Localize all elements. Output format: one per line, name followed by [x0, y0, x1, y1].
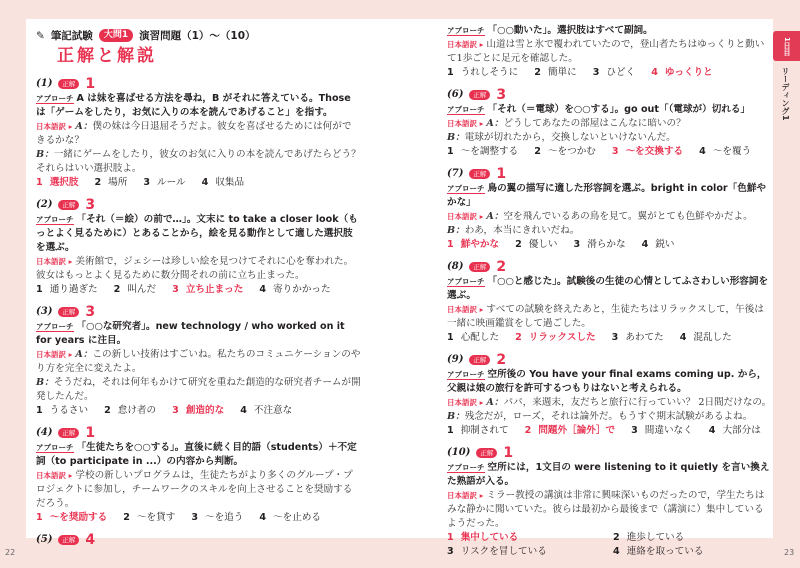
choice-item	[447, 531, 597, 545]
question-block	[36, 304, 361, 418]
page-number-left: 22	[5, 548, 16, 557]
translation-label: 日本語訳 ▸	[447, 40, 484, 49]
choice-item	[612, 331, 664, 345]
question-block-continued	[447, 24, 772, 80]
translation-line	[447, 303, 772, 331]
choice-number: 2	[534, 146, 541, 157]
translation-line	[447, 410, 772, 424]
question-block	[36, 197, 361, 297]
question-number: (2)	[36, 199, 53, 210]
section-tab-label: リーディング1	[781, 67, 790, 121]
approach-label: アプローチ	[36, 94, 74, 103]
translation-line	[447, 117, 772, 131]
answer-badge: 正解	[469, 355, 490, 365]
translation-text: 学校の新しいプログラムは，生徒たちがより多くのグループ・プロジェクトに参加し，チームワークのスキルを向上させることを奨励するだろう。	[36, 470, 353, 509]
question-header	[447, 445, 772, 461]
choice-list	[36, 404, 361, 418]
translation-text: どうしてあなたの部屋はこんなに暗いの？	[503, 118, 686, 129]
speaker-label: B：	[447, 411, 465, 422]
choice-item	[447, 545, 597, 559]
right-page-column	[447, 24, 772, 559]
translation-text: ミラー教授の講演は非常に興味深いものだったので，学生たちはみな静かに聞いていた。彼らは最初から最後まで（講演に）集中しているようだった。	[447, 490, 765, 529]
choice-item	[36, 176, 78, 190]
choice-number: 2	[613, 532, 620, 543]
answer-badge: 正解	[58, 79, 79, 89]
choice-item	[525, 424, 615, 438]
speaker-label: A：	[75, 349, 93, 360]
left-page-column	[36, 76, 371, 548]
choice-item	[123, 511, 175, 525]
choice-item	[515, 238, 557, 252]
choice-number: 3	[172, 284, 179, 295]
choice-item	[651, 66, 713, 80]
question-number: (3)	[36, 306, 53, 317]
question-header	[36, 197, 361, 213]
choice-text: 優しい	[528, 239, 558, 250]
choice-number: 4	[708, 425, 716, 436]
answer-badge: 正解	[58, 307, 79, 317]
translation-label: 日本語訳 ▸	[36, 350, 73, 359]
approach-row	[447, 368, 772, 396]
choice-number: 3	[143, 177, 151, 188]
choice-text: 心配した	[460, 332, 500, 343]
choice-text: ～を奨励する	[49, 512, 108, 523]
section-badge: 大問1	[99, 29, 133, 42]
choice-number: 1	[447, 332, 454, 343]
approach-text: 「○○と感じた」。試験後の生徒の心情としてふさわしい形容詞を選ぶ。	[447, 276, 769, 301]
choice-number: 3	[573, 239, 581, 250]
choice-list	[447, 331, 772, 345]
choice-text: 通り過ぎた	[49, 284, 98, 295]
choice-text: ひどく	[606, 67, 636, 78]
choice-list	[36, 283, 361, 297]
choice-number: 2	[515, 239, 522, 250]
choice-item	[709, 424, 761, 438]
choice-text: あわてた	[625, 332, 664, 343]
translation-text: すべての試験を終えたあと，生徒たちはリラックスして，午後は一緒に映画鑑賞をして過ごした。	[447, 304, 764, 329]
choice-list	[447, 238, 772, 252]
choice-number: 2	[113, 284, 121, 295]
choice-item	[447, 331, 499, 345]
translation-line	[447, 210, 772, 224]
approach-label: アプローチ	[447, 277, 485, 286]
choice-number: 3	[631, 425, 638, 436]
approach-label: アプローチ	[36, 443, 74, 452]
answer-badge: 正解	[58, 200, 79, 210]
answer-value: 4	[85, 532, 96, 548]
choice-number: 4	[651, 67, 658, 78]
choice-text: 鋭い	[655, 239, 675, 250]
choice-list	[36, 511, 361, 525]
section-header	[36, 28, 256, 43]
choice-number: 2	[534, 67, 541, 78]
translation-text: 残念だが，ローズ，それは論外だ。もうすぐ期末試験があるよね。	[464, 411, 753, 422]
approach-label: アプローチ	[36, 215, 74, 224]
choice-list	[447, 145, 772, 159]
answer-badge: 正解	[476, 448, 497, 458]
question-header	[447, 166, 772, 182]
choice-item	[593, 66, 635, 80]
choice-list	[447, 424, 772, 438]
question-number: (4)	[36, 427, 53, 438]
choice-number: 4	[613, 546, 620, 557]
speaker-label: B：	[447, 132, 465, 143]
question-block	[36, 532, 361, 548]
translation-line	[36, 148, 371, 176]
choice-number: 1	[447, 425, 454, 436]
approach-row	[447, 461, 772, 489]
approach-text: 「生徒たちを○○する」。直後に続く目的語（students）＋不定詞（to participate in ...）の内容から判断。	[36, 442, 357, 467]
choice-item	[172, 404, 224, 418]
choice-text: 怠け者の	[117, 405, 157, 416]
choice-number: 4	[201, 177, 209, 188]
translation-line	[447, 396, 772, 410]
choice-text: ～を追う	[205, 512, 244, 523]
choice-number: 4	[679, 332, 687, 343]
translation-text: 山道は雪と氷で覆われていたので，登山者たちはゆっくりと動いて1歩ごとに足元を確認した。	[447, 39, 765, 64]
choice-item	[534, 145, 596, 159]
choice-item	[447, 238, 499, 252]
answer-badge: 正解	[469, 262, 490, 272]
answer-value: 1	[503, 445, 514, 461]
choice-item	[259, 283, 330, 297]
answer-value: 1	[85, 425, 96, 441]
choice-text: リスクを冒している	[460, 546, 547, 557]
choice-text: 間違いなく	[644, 425, 693, 436]
choice-text: 立ち止まった	[185, 284, 244, 295]
choice-number: 2	[123, 512, 130, 523]
choice-number: 3	[447, 546, 454, 557]
choice-number: 1	[447, 146, 454, 157]
choice-item	[642, 238, 675, 252]
question-header	[36, 76, 361, 92]
answer-value: 2	[496, 259, 507, 275]
choice-number: 3	[592, 67, 600, 78]
question-number: (1)	[36, 78, 53, 89]
translation-label: 日本語訳 ▸	[447, 212, 484, 221]
translation-label: 日本語訳 ▸	[447, 305, 484, 314]
choice-number: 2	[94, 177, 102, 188]
answer-value: 3	[85, 304, 96, 320]
choice-text: 大部分は	[722, 425, 761, 436]
answer-badge: 正解	[469, 169, 490, 179]
approach-row	[447, 182, 772, 210]
question-header	[447, 87, 772, 103]
question-header	[447, 259, 772, 275]
choice-number: 4	[240, 405, 247, 416]
choice-text: 不注意な	[253, 405, 293, 416]
choice-item	[613, 545, 763, 559]
question-header	[447, 352, 772, 368]
question-block	[447, 259, 772, 345]
choice-number: 1	[447, 239, 454, 250]
translation-line	[36, 469, 361, 511]
speaker-label: A：	[486, 397, 504, 408]
choice-number: 4	[641, 239, 649, 250]
choice-item	[143, 176, 185, 190]
choice-text: 鮮やかな	[460, 239, 500, 250]
translation-line	[447, 38, 772, 66]
choice-item	[104, 404, 156, 418]
choice-item	[612, 145, 683, 159]
approach-text: A は妹を喜ばせる方法を尋ね，B がそれに答えている。Those は「ゲームをしたり，お気に入りの本を読んであげること」を指す。	[36, 93, 351, 118]
choice-text: ゆっくりと	[664, 67, 713, 78]
day-tab: 1日目	[773, 31, 800, 61]
translation-text: そうだね，それは何年もかけて研究を重ねた創造的な研究者チームが開発したんだ。	[36, 377, 361, 402]
speaker-label: B：	[36, 149, 54, 160]
approach-row	[36, 441, 361, 469]
translation-text: わあ，本当にきれいだね。	[464, 225, 580, 236]
choice-item	[447, 145, 518, 159]
choice-text: うれしそうに	[460, 67, 519, 78]
choice-number: 1	[447, 67, 454, 78]
choice-text: 抑制されて	[460, 425, 509, 436]
question-number: (7)	[447, 168, 464, 179]
approach-label: アプローチ	[447, 370, 485, 379]
choice-text: 創造的な	[185, 405, 225, 416]
page-number-right: 23	[784, 548, 795, 557]
answer-badge: 正解	[469, 90, 490, 100]
translation-line	[36, 255, 361, 283]
answer-value: 2	[496, 352, 507, 368]
question-header	[36, 532, 361, 548]
approach-row	[36, 320, 361, 348]
question-number: (9)	[447, 354, 464, 365]
choice-text: 選択肢	[49, 177, 79, 188]
choice-number: 3	[191, 512, 198, 523]
choice-number: 1	[36, 512, 43, 523]
approach-row	[447, 275, 772, 303]
approach-row	[36, 213, 361, 255]
speaker-label: B：	[447, 225, 465, 236]
choice-text: ルール	[157, 177, 186, 188]
choice-item	[36, 511, 107, 525]
answer-value: 3	[496, 87, 507, 103]
translation-line	[447, 131, 772, 145]
question-block	[36, 76, 371, 190]
choice-item	[515, 331, 596, 345]
translation-text: 一緒にゲームをしたり，彼女のお気に入りの本を読んであげたらどう？ それらはいい選択肢よ。	[36, 149, 371, 174]
choice-text: 叫んだ	[127, 284, 157, 295]
approach-label: アプローチ	[447, 26, 485, 35]
question-header	[36, 304, 361, 320]
translation-text: パパ，来週末，友だちと旅行に行っていい？ 2日間だけなの。	[503, 397, 772, 408]
approach-label: アプローチ	[447, 463, 485, 472]
choice-text: 簡単に	[547, 67, 577, 78]
choice-number: 1	[36, 405, 43, 416]
choice-number: 2	[104, 405, 111, 416]
approach-text: 「それ（＝電球）を○○する」。go out「（電球が）切れる」	[487, 104, 751, 115]
question-number: (6)	[447, 89, 464, 100]
approach-text: 「それ（＝絵）の前で…」。文末に to take a closer look（もっとよく見るために）とあることから，絵を見る動作として適した選択肢を選ぶ。	[36, 214, 358, 253]
choice-number: 2	[524, 425, 532, 436]
choice-text: 混乱した	[693, 332, 732, 343]
choice-item	[447, 424, 509, 438]
choice-text: 場所	[108, 177, 128, 188]
answer-badge: 正解	[58, 535, 79, 545]
choice-item	[36, 404, 88, 418]
translation-line	[447, 224, 772, 238]
choice-number: 3	[611, 146, 619, 157]
choice-number: 1	[36, 284, 43, 295]
question-block	[447, 445, 772, 559]
choice-text: 寄りかかった	[273, 284, 331, 295]
translation-text: 電球が切れたから，交換しないといけないんだ。	[464, 132, 676, 143]
choice-text: 進歩している	[626, 532, 685, 543]
speaker-label: A：	[486, 118, 504, 129]
choice-text: ～を止める	[273, 512, 322, 523]
translation-line	[36, 376, 361, 404]
speaker-label: B：	[36, 377, 54, 388]
choice-item	[631, 424, 693, 438]
translation-line	[36, 348, 361, 376]
choice-item	[574, 238, 626, 252]
answer-value: 3	[85, 197, 96, 213]
answer-value: 1	[496, 166, 507, 182]
approach-row	[447, 24, 772, 38]
approach-text: 空所後の You have your final exams coming up. から，父親は娘の旅行を許可するつもりはないと考えられる。	[447, 369, 767, 394]
approach-text: 鳥の翼の描写に適した形容詞を選ぶ。bright in color「色鮮やかな」	[447, 183, 767, 208]
translation-text: 美術館で，ジェシーは珍しい絵を見つけてそれに心を奪われた。彼女はもっとよく見るために数分間それの前に立ち止まった。	[36, 256, 354, 281]
speaker-label: A：	[486, 211, 504, 222]
choice-text: ～を貸す	[136, 512, 176, 523]
choice-item	[613, 531, 763, 545]
choice-text: ～をつかむ	[547, 146, 596, 157]
section-subtitle: 演習問題（1）～（10）	[139, 30, 256, 42]
question-number: (8)	[447, 261, 464, 272]
choice-list	[447, 531, 772, 559]
question-block	[447, 166, 772, 252]
choice-item	[172, 283, 243, 297]
choice-list	[447, 66, 772, 80]
choice-text: ～を調整する	[460, 146, 519, 157]
approach-label: アプローチ	[36, 322, 74, 331]
translation-label: 日本語訳 ▸	[447, 398, 484, 407]
choice-item	[259, 511, 321, 525]
choice-number: 1	[447, 532, 454, 543]
question-number: (5)	[36, 534, 53, 545]
choice-item	[699, 145, 751, 159]
choice-text: うるさい	[49, 405, 89, 416]
translation-line	[447, 489, 772, 531]
page-title: 正解と解説	[57, 46, 157, 66]
choice-item	[94, 176, 127, 190]
translation-text: 空を飛んでいるあの鳥を見て。翼がとても色鮮やかだよ。	[503, 211, 753, 222]
pen-icon: ✎	[36, 29, 45, 42]
question-block	[447, 87, 772, 159]
approach-label: アプローチ	[447, 105, 485, 114]
approach-row	[447, 103, 772, 117]
translation-line	[36, 120, 361, 148]
speaker-label: A：	[75, 121, 93, 132]
choice-number: 4	[259, 284, 267, 295]
choice-text: ～を交換する	[625, 146, 684, 157]
answer-badge: 正解	[58, 428, 79, 438]
choice-text: 滑らかな	[587, 239, 626, 250]
approach-label: アプローチ	[447, 184, 485, 193]
translation-text: 僕の妹は今日退屈そうだよ。彼女を喜ばせるためには何ができるかな？	[36, 121, 352, 146]
approach-text: 「○○な研究者」。new technology / who worked on it for years に注目。	[36, 321, 345, 346]
choice-number: 4	[259, 512, 267, 523]
choice-item	[447, 66, 518, 80]
choice-item	[36, 283, 98, 297]
choice-item	[114, 283, 156, 297]
choice-number: 3	[611, 332, 619, 343]
choice-text: 問題外［論外］で	[538, 425, 616, 436]
question-block	[447, 352, 772, 438]
choice-text: ～を覆う	[712, 146, 752, 157]
approach-text: 「○○動いた」。選択肢はすべて副詞。	[487, 25, 653, 36]
choice-item	[240, 404, 292, 418]
choice-number: 4	[699, 146, 706, 157]
translation-label: 日本語訳 ▸	[36, 257, 73, 266]
choice-text: 連絡を取っている	[626, 546, 704, 557]
question-header	[36, 425, 361, 441]
choice-text: 集中している	[460, 532, 519, 543]
choice-number: 1	[36, 177, 43, 188]
choice-number: 2	[515, 332, 522, 343]
question-number: (10)	[447, 447, 471, 458]
choice-text: リラックスした	[528, 332, 596, 343]
translation-label: 日本語訳 ▸	[447, 119, 484, 128]
translation-label: 日本語訳 ▸	[447, 491, 484, 500]
choice-item	[191, 511, 243, 525]
section-name: 筆記試験	[50, 30, 93, 42]
choice-text: 収集品	[215, 177, 245, 188]
approach-row	[36, 92, 361, 120]
choice-number: 3	[172, 405, 179, 416]
translation-label: 日本語訳 ▸	[36, 471, 73, 480]
approach-text: 空所には，1文目の were listening to it quietly を言い換えた熟語が入る。	[447, 462, 770, 487]
choice-list	[36, 176, 361, 190]
choice-item	[202, 176, 244, 190]
choice-item	[534, 66, 576, 80]
translation-text: この新しい技術はすごいね。私たちのコミュニケーションのやり方を完全に変えたよ。	[36, 349, 361, 374]
choice-item	[680, 331, 732, 345]
question-block	[36, 425, 361, 525]
answer-value: 1	[85, 76, 96, 92]
translation-label: 日本語訳 ▸	[36, 122, 73, 131]
